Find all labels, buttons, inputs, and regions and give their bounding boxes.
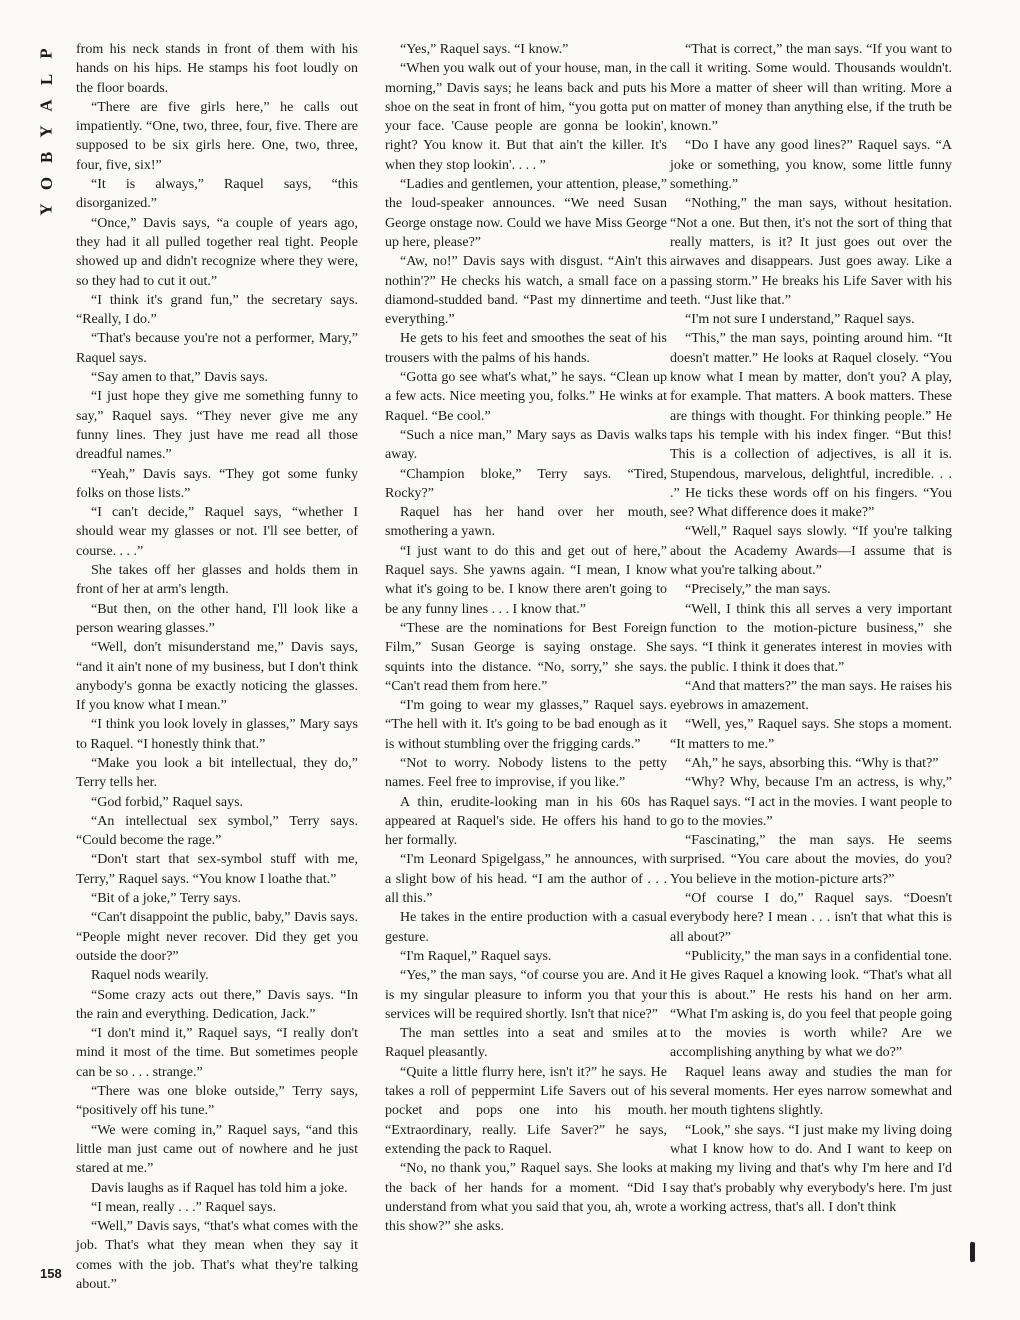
- paragraph: “Not to worry. Nobody listens to the petty names. Feel free to improvise, if you like.”: [385, 755, 667, 791]
- paragraph: “Ladies and gentlemen, your attention, please,” the loud-speaker announces. “We need Susan George onstage now. Could we have Miss George up here, please?”: [385, 177, 667, 250]
- paragraph: “Can't disappoint the public, baby,” Davis says. “People might never recover. Did they get you outside the door?”: [76, 910, 358, 964]
- paragraph: “Why? Why, because I'm an actress, is why,” Raquel says. “I act in the movies. I want people to go to the movies.”: [670, 775, 952, 829]
- paragraph: “When you walk out of your house, man, in the morning,” Davis says; he leans back and puts his shoe on the seat in front of him, “you gotta put on your face. 'Cause people are gonna be lookin', right? You know it. But that ain't the killer. It's when they stop lookin'. . . . ”: [385, 61, 667, 173]
- paragraph: “I don't mind it,” Raquel says, “I really don't mind it most of the time. But sometimes people can be so . . . strange.”: [76, 1026, 358, 1080]
- paragraph: “And that matters?” the man says. He raises his eyebrows in amazement.: [670, 678, 952, 714]
- magazine-logo-vertical: [34, 40, 60, 222]
- paragraph: “Bit of a joke,” Terry says.: [91, 891, 241, 907]
- paragraph: “God forbid,” Raquel says.: [91, 794, 244, 810]
- logo-letter: O: [36, 175, 56, 191]
- page-number: 158: [40, 1266, 62, 1281]
- paragraph: “Once,” Davis says, “a couple of years ago, they had it all pulled together real tight. People showed up and didn't recognize where they were, so they had to cut it out.”: [76, 215, 358, 289]
- paragraph: “Well, yes,” Raquel says. She stops a moment. “It matters to me.”: [670, 717, 952, 752]
- paragraph: “I'm Leonard Spigelgass,” he announces, with a slight bow of his head. “I am the author of . . . all this.”: [385, 852, 667, 907]
- paragraph: “Say amen to that,” Davis says.: [91, 370, 268, 386]
- paragraph: “These are the nominations for Best Foreign Film,” Susan George is saying onstage. She squints into the distance. “No, sorry,” she says. “Can't read them from here.”: [385, 620, 667, 694]
- paragraph: “Precisely,” the man says.: [685, 582, 831, 598]
- paragraph: “Aw, no!” Davis says with disgust. “Ain't this nothin'?” He checks his watch, a small face on a diamond-studded band. “Past my dinnertime and everything.”: [385, 254, 667, 328]
- paragraph: “No, no thank you,” Raquel says. She looks at the back of her hands for a moment. “Did I understand from what you said that you, ah, wrote this show?” she asks.: [385, 1161, 667, 1235]
- paragraph: “I can't decide,” Raquel says, “whether I should wear my glasses or not. I'll see better, of course. . . .”: [76, 505, 358, 559]
- text-column-3: [670, 40, 952, 1217]
- text-column-2: [385, 40, 667, 1236]
- logo-letter: P: [36, 47, 56, 59]
- paragraph: He takes in the entire production with a casual gesture.: [385, 910, 667, 945]
- logo-letter: A: [37, 98, 56, 112]
- paragraph: Raquel leans away and studies the man for several moments. Her eyes narrow somewhat and her mouth tightens slightly.: [670, 1064, 952, 1119]
- paragraph: Davis laughs as if Raquel has told him a joke.: [91, 1180, 348, 1196]
- logo-letter: L: [37, 72, 56, 86]
- paragraph: “Well, don't misunderstand me,” Davis says, “and it ain't none of my business, but I don't think anybody's gonna be exactly noticing the glasses. If you know what I mean.”: [76, 640, 358, 714]
- paragraph: “Do I have any good lines?” Raquel says. “A joke or something, you know, some little funny something.”: [670, 138, 952, 193]
- paragraph: “Yes,” Raquel says. “I know.”: [400, 42, 569, 57]
- paragraph: The man settles into a seat and smiles at Raquel pleasantly.: [385, 1026, 667, 1061]
- logo-letter: B: [37, 150, 56, 164]
- paragraph: “Well, I think this all serves a very important function to the motion-picture business,” she says. “I think it generates interest in movies with the public. I think it does that.”: [670, 601, 952, 675]
- paragraph: “Some crazy acts out there,” Davis says. “In the rain and everything. Dedication, Jack.”: [76, 987, 358, 1022]
- paragraph: “I'm not sure I understand,” Raquel says.: [685, 312, 915, 328]
- margin-mark: [970, 1242, 975, 1262]
- paragraph: “I think it's grand fun,” the secretary says. “Really, I do.”: [76, 292, 358, 328]
- paragraph: “That is correct,” the man says. “If you want to call it writing. Some would. Thousands wouldn't. More a matter of sheer will than writing. More a matter of money than anything else, if the truth be known.”: [670, 42, 952, 135]
- paragraph: “But then, on the other hand, I'll look like a person wearing glasses.”: [76, 601, 358, 636]
- paragraph: “Publicity,” the man says in a confidential tone. He gives Raquel a knowing look. “That's what all this is about.” He rests his hand on her arm. “What I'm asking is, do you feel that people going to the movies is worth while? Are we accomplishing anything by what we do?”: [670, 948, 952, 1061]
- paragraph: “I'm going to wear my glasses,” Raquel says. “The hell with it. It's going to be bad enough as it is without stumbling over the frigging cards.”: [385, 698, 667, 752]
- paragraph: “This,” the man says, pointing around him. “It doesn't matter.” He looks at Raquel closely. “You know what I mean by matter, don't you? A play, for example. That matters. A book matters. These are things with thought. For thinking people.” He taps his temple with his index finger. “But this! This is a collection of adjectives, is all it is. Stupendous, marvelous, delightful, incredible. . . .” He ticks these words off on his fingers. “You see? What difference does it make?”: [670, 331, 952, 521]
- paragraph: “Look,” she says. “I just make my living doing what I know how to do. And I want to keep on making my living and that's why I'm here and I'd say that's probably why everybody's here. I'm just a working actress, that's all. I don't think: [670, 1122, 952, 1215]
- paragraph: “There are five girls here,” he calls out impatiently. “One, two, three, four, five. There are supposed to be six girls here. One, two, three, four, five, six!”: [76, 99, 358, 173]
- paragraph: “Make you look a bit intellectual, they do,” Terry tells her.: [76, 755, 358, 791]
- paragraph: “It is always,” Raquel says, “this disorganized.”: [76, 177, 358, 212]
- paragraph: “That's because you're not a performer, Mary,” Raquel says.: [76, 331, 358, 366]
- paragraph: “There was one bloke outside,” Terry says, “positively off his tune.”: [76, 1084, 358, 1119]
- paragraph: “Yeah,” Davis says. “They got some funky folks on those lists.”: [76, 466, 358, 501]
- paragraph: “Don't start that sex-symbol stuff with me, Terry,” Raquel says. “You know I loathe that.”: [76, 852, 358, 887]
- paragraph: “Ah,” he says, absorbing this. “Why is that?”: [685, 755, 939, 771]
- paragraph: Raquel has her hand over her mouth, smothering a yawn.: [385, 505, 667, 540]
- paragraph: “Gotta go see what's what,” he says. “Clean up a few acts. Nice meeting you, folks.” He winks at Raquel. “Be cool.”: [385, 370, 667, 424]
- paragraph: “I'm Raquel,” Raquel says.: [400, 948, 552, 964]
- paragraph: “I think you look lovely in glasses,” Mary says to Raquel. “I honestly think that.”: [76, 717, 358, 752]
- text-column-1: [76, 40, 358, 1294]
- paragraph: “Well,” Davis says, “that's what comes with the job. That's what they mean when they say it comes with the job. That's what they're talking about.”: [76, 1219, 358, 1292]
- paragraph: “I mean, really . . .” Raquel says.: [91, 1199, 277, 1215]
- paragraph: “An intellectual sex symbol,” Terry says. “Could become the rage.”: [76, 813, 358, 849]
- paragraph: She takes off her glasses and holds them in front of her at arm's length.: [76, 563, 358, 598]
- paragraph: A thin, erudite-looking man in his 60s has appeared at Raquel's side. He offers his hand to her formally.: [385, 794, 667, 849]
- paragraph: “Such a nice man,” Mary says as Davis walks away.: [385, 427, 667, 463]
- paragraph: from his neck stands in front of them with his hands on his hips. He stamps his foot loudly on the floor boards.: [76, 42, 358, 96]
- paragraph: “Fascinating,” the man says. He seems surprised. “You care about the movies, do you? You believe in the motion-picture arts?”: [670, 833, 952, 887]
- paragraph: “Nothing,” the man says, without hesitation. “Not a one. But then, it's not the sort of thing that really matters, is it? It just goes out over the airwaves and disappears. Just goes away. Like a passing storm.” He breaks his Life Saver with his teeth. “Just like that.”: [670, 196, 952, 308]
- paragraph: “Yes,” the man says, “of course you are. And it is my singular pleasure to inform you that your services will be required shortly. Isn't that nice?”: [385, 968, 667, 1022]
- paragraph: “Well,” Raquel says slowly. “If you're talking about the Academy Awards—I assume that is what you're talking about.”: [670, 524, 952, 579]
- paragraph: “We were coming in,” Raquel says, “and this little man just came out of nowhere and he just stared at me.”: [76, 1122, 358, 1177]
- logo-letter: Y: [37, 202, 56, 216]
- paragraph: “Quite a little flurry here, isn't it?” he says. He takes a roll of peppermint Life Savers out of his pocket and pops one into his mouth. “Extraordinary, really. Life Saver?” he says, extending the pack to Raquel.: [385, 1064, 667, 1157]
- paragraph: “I just want to do this and get out of here,” Raquel says. She yawns again. “I mean, I know what it's going to be. I know there aren't going to be any funny lines . . . I know that.”: [385, 543, 667, 617]
- paragraph: He gets to his feet and smoothes the seat of his trousers with the palms of his hands.: [385, 331, 667, 366]
- logo-letter: Y: [37, 124, 56, 138]
- paragraph: “Champion bloke,” Terry says. “Tired, Rocky?”: [385, 466, 667, 501]
- paragraph: “Of course I do,” Raquel says. “Doesn't everybody here? I mean . . . isn't that what this is all about?”: [670, 891, 952, 945]
- paragraph: “I just hope they give me something funny to say,” Raquel says. “They never give me any funny lines. They just have me read all those dreadful names.”: [76, 389, 358, 463]
- paragraph: Raquel nods wearily.: [91, 968, 209, 984]
